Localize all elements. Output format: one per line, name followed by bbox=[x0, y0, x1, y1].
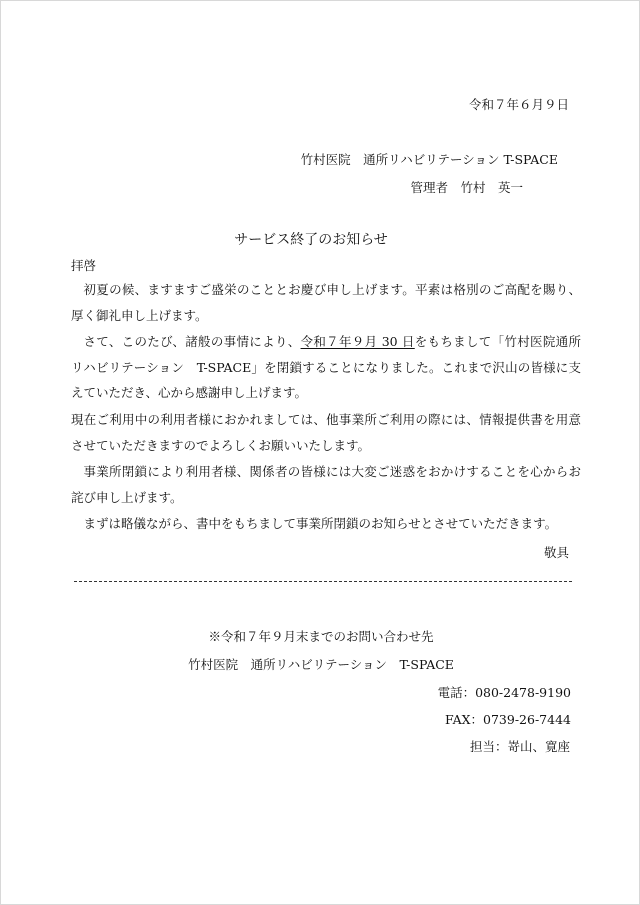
paragraph-closing-remark: まずは略儀ながら、書中をもちまして事業所閉鎖のお知らせとさせていただきます。 bbox=[83, 516, 558, 531]
contact-fax: FAX：0739-26-7444 bbox=[445, 712, 571, 727]
contact-organization: 竹村医院 通所リハビリテーション T-SPACE bbox=[188, 657, 454, 672]
closure-date: 令和７年９月 30 日 bbox=[300, 334, 415, 349]
closure-notice-rest: をもちまして「竹村医院通所リハビリテーション T-SPACE」を閉鎖することになりました。これまで沢山の皆様に支えていただき、心から感謝申し上げます。 bbox=[71, 334, 581, 400]
paragraph-current-users: 現在ご利用中の利用者様におかれましては、他事業所ご利用の際には、情報提供書を用意させていただきますのでよろしくお願いいたします。 bbox=[71, 412, 581, 453]
contact-heading: ※令和７年９月末までのお問い合わせ先 bbox=[208, 629, 434, 644]
closure-notice-intro: さて、このたび、諸般の事情により、 bbox=[83, 334, 301, 349]
paragraph-greeting: 初夏の候、ますますご盛栄のこととお慶び申し上げます。平素は格別のご高配を賜り、厚く御礼申し上げます。 bbox=[71, 282, 581, 323]
salutation: 拝啓 bbox=[71, 258, 97, 273]
closing-word: 敬具 bbox=[543, 545, 569, 560]
letter-title: サービス終了のお知らせ bbox=[234, 232, 388, 248]
letter-date: 令和７年６月９日 bbox=[468, 97, 569, 112]
contact-staff: 担当：嵜山、寛座 bbox=[469, 739, 570, 754]
paragraph-closure-notice bbox=[71, 329, 581, 406]
sender-organization: 竹村医院 通所リハビリテーション T-SPACE bbox=[300, 152, 558, 167]
contact-phone: 電話：080-2478-9190 bbox=[437, 685, 571, 700]
paragraph-apology: 事業所閉鎖により利用者様、関係者の皆様には大変ご迷惑をおかけすることを心からお詫び申し上げます。 bbox=[71, 464, 581, 505]
dashed-divider bbox=[74, 581, 572, 582]
sender-manager: 管理者 竹村 英一 bbox=[410, 180, 523, 195]
